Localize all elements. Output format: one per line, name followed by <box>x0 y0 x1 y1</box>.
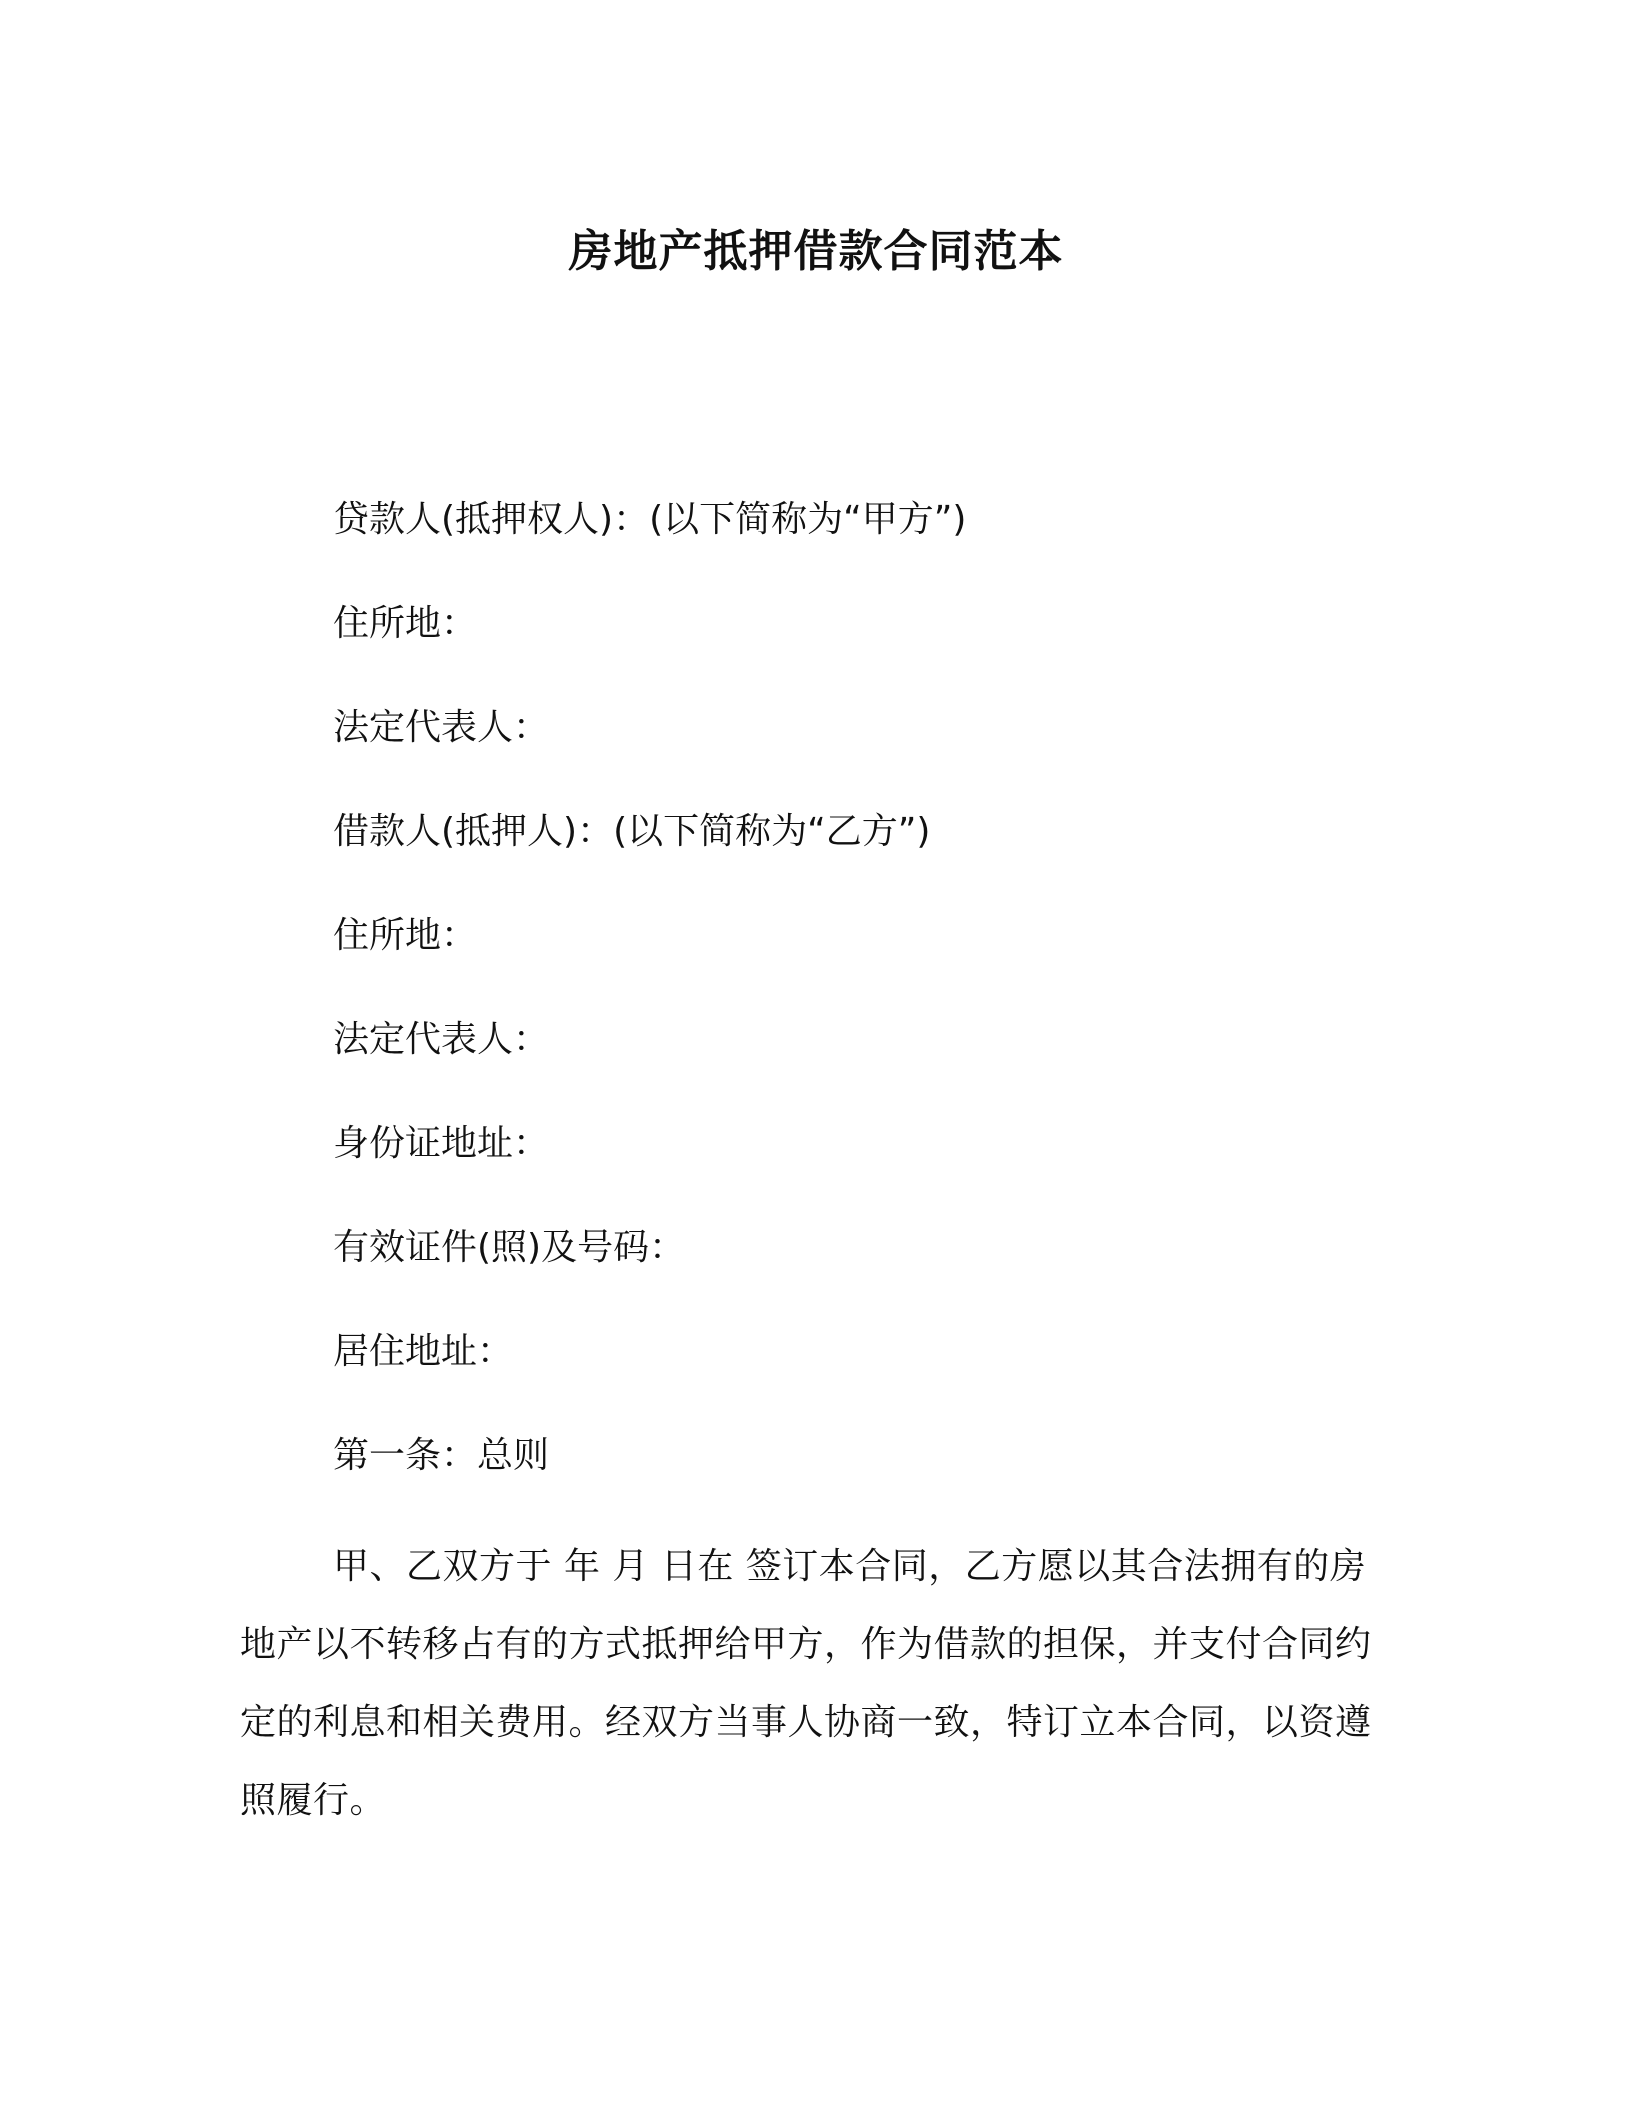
party-info-list <box>333 492 1433 1532</box>
residential-address-line: 居住地址： <box>333 1331 514 1372</box>
id-card-address-line: 身份证地址： <box>333 1123 550 1164</box>
document-title: 房地产抵押借款合同范本 <box>568 226 1064 277</box>
general-provisions-paragraph: 甲、乙双方于 年 月 日在 签订本合同，乙方愿以其合法拥有的房地产以不转移占有的方式抵押给甲方，作为借款的担保，并支付合同约定的利息和相关费用。经双方当事人协商一致，特订立本合同，以资遵照履行。 <box>240 1546 1372 1821</box>
lender-legal-representative-line: 法定代表人： <box>333 707 550 748</box>
borrower-line: 借款人(抵押人)：(以下简称为“乙方”) <box>333 811 931 852</box>
valid-id-number-line: 有效证件(照)及号码： <box>333 1227 686 1268</box>
borrower-address-line: 住所地： <box>333 915 478 956</box>
borrower-legal-representative-line: 法定代表人： <box>333 1019 550 1060</box>
article-one-heading: 第一条：总则 <box>333 1435 550 1476</box>
lender-address-line: 住所地： <box>333 603 478 644</box>
lender-line: 贷款人(抵押权人)：(以下简称为“甲方”) <box>333 499 967 540</box>
